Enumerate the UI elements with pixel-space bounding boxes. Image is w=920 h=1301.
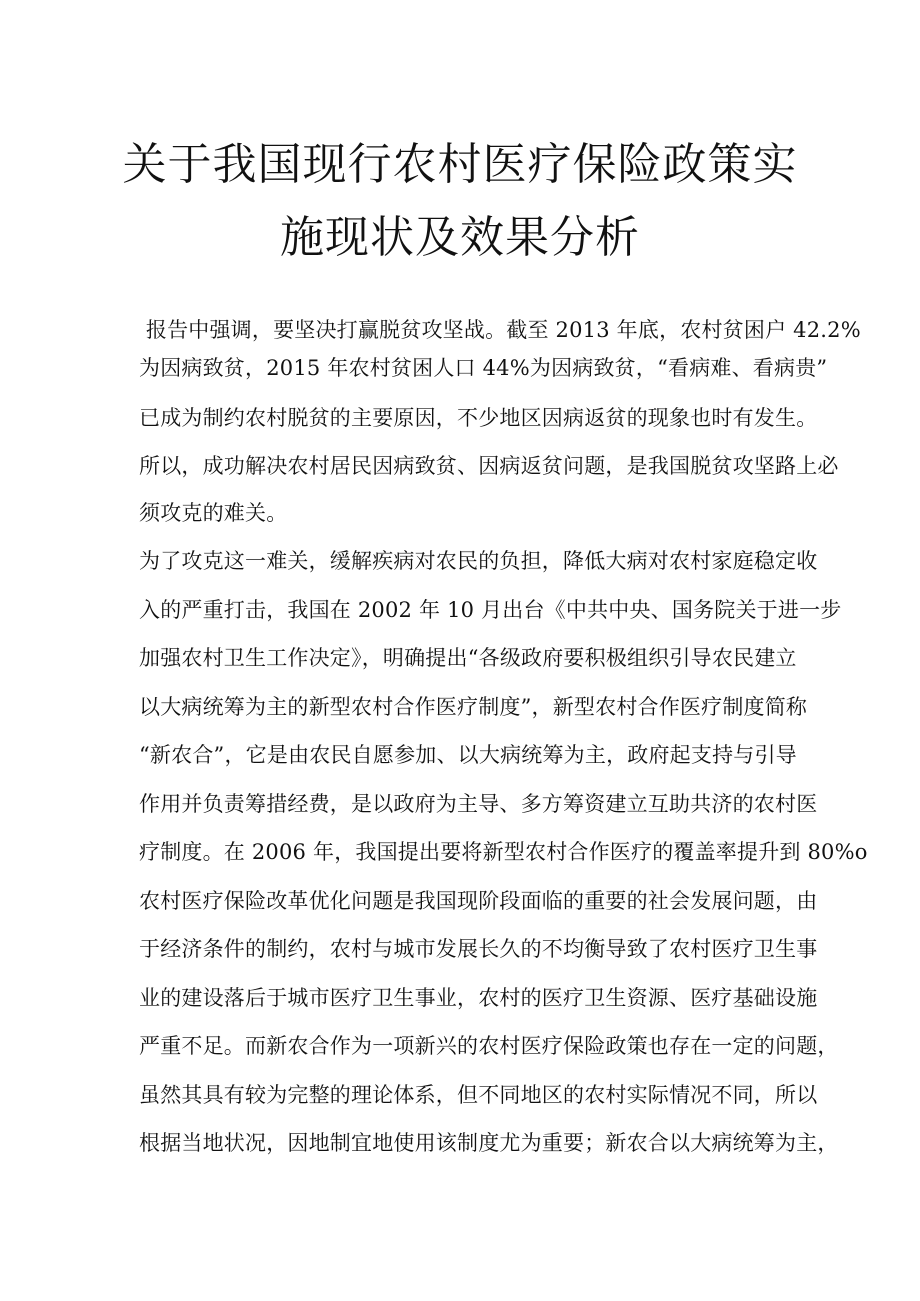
body-line: 报告中强调，要坚决打赢脱贫攻坚战。截至 2013 年底，农村贫困户 42.2% <box>139 318 861 342</box>
body-line: “新农合”，它是由农民自愿参加、以大病统筹为主，政府起支持与引导 <box>139 743 797 767</box>
body-line: 业的建设落后于城市医疗卫生事业，农村的医疗卫生资源、医疗基础设施 <box>139 986 818 1010</box>
body-line: 虽然其具有较为完整的理论体系，但不同地区的农村实际情况不同，所以 <box>139 1083 818 1107</box>
body-line: 严重不足。而新农合作为一项新兴的农村医疗保险政策也存在一定的问题， <box>139 1034 839 1058</box>
title-line-2: 施现状及效果分析 <box>280 212 640 263</box>
body-line: 根据当地状况，因地制宜地使用该制度尤为重要；新农合以大病统筹为主， <box>139 1131 839 1155</box>
body-line: 已成为制约农村脱贫的主要原因，不少地区因病返贫的现象也时有发生。 <box>139 406 818 430</box>
body-line: 于经济条件的制约，农村与城市发展长久的不均衡导致了农村医疗卫生事 <box>139 937 818 961</box>
body-line: 加强农村卫生工作决定》，明确提出“各级政府要积极组织引导农民建立 <box>139 646 797 670</box>
body-line: 为因病致贫，2015 年农村贫困人口 44%为因病致贫，“看病难、看病贵” <box>139 356 828 380</box>
body-line: 农村医疗保险改革优化问题是我国现阶段面临的重要的社会发展问题，由 <box>139 889 818 913</box>
body-line: 所以，成功解决农村居民因病致贫、因病返贫问题，是我国脱贫攻坚路上必 <box>139 454 839 478</box>
body-line: 以大病统筹为主的新型农村合作医疗制度”，新型农村合作医疗制度简称 <box>139 695 808 719</box>
body-line: 为了攻克这一难关，缓解疾病对农民的负担，降低大病对农村家庭稳定收 <box>139 549 818 573</box>
body-line: 入的严重打击，我国在 2002 年 10 月出台《中共中央、国务院关于进一步 <box>139 598 842 622</box>
title-line-1: 关于我国现行农村医疗保险政策实 <box>122 139 798 190</box>
body-line: 疗制度。在 2006 年，我国提出要将新型农村合作医疗的覆盖率提升到 80%o <box>139 840 868 864</box>
body-line: 作用并负责筹措经费，是以政府为主导、多方筹资建立互助共济的农村医 <box>139 792 818 816</box>
body-line: 须攻克的难关。 <box>139 501 288 525</box>
